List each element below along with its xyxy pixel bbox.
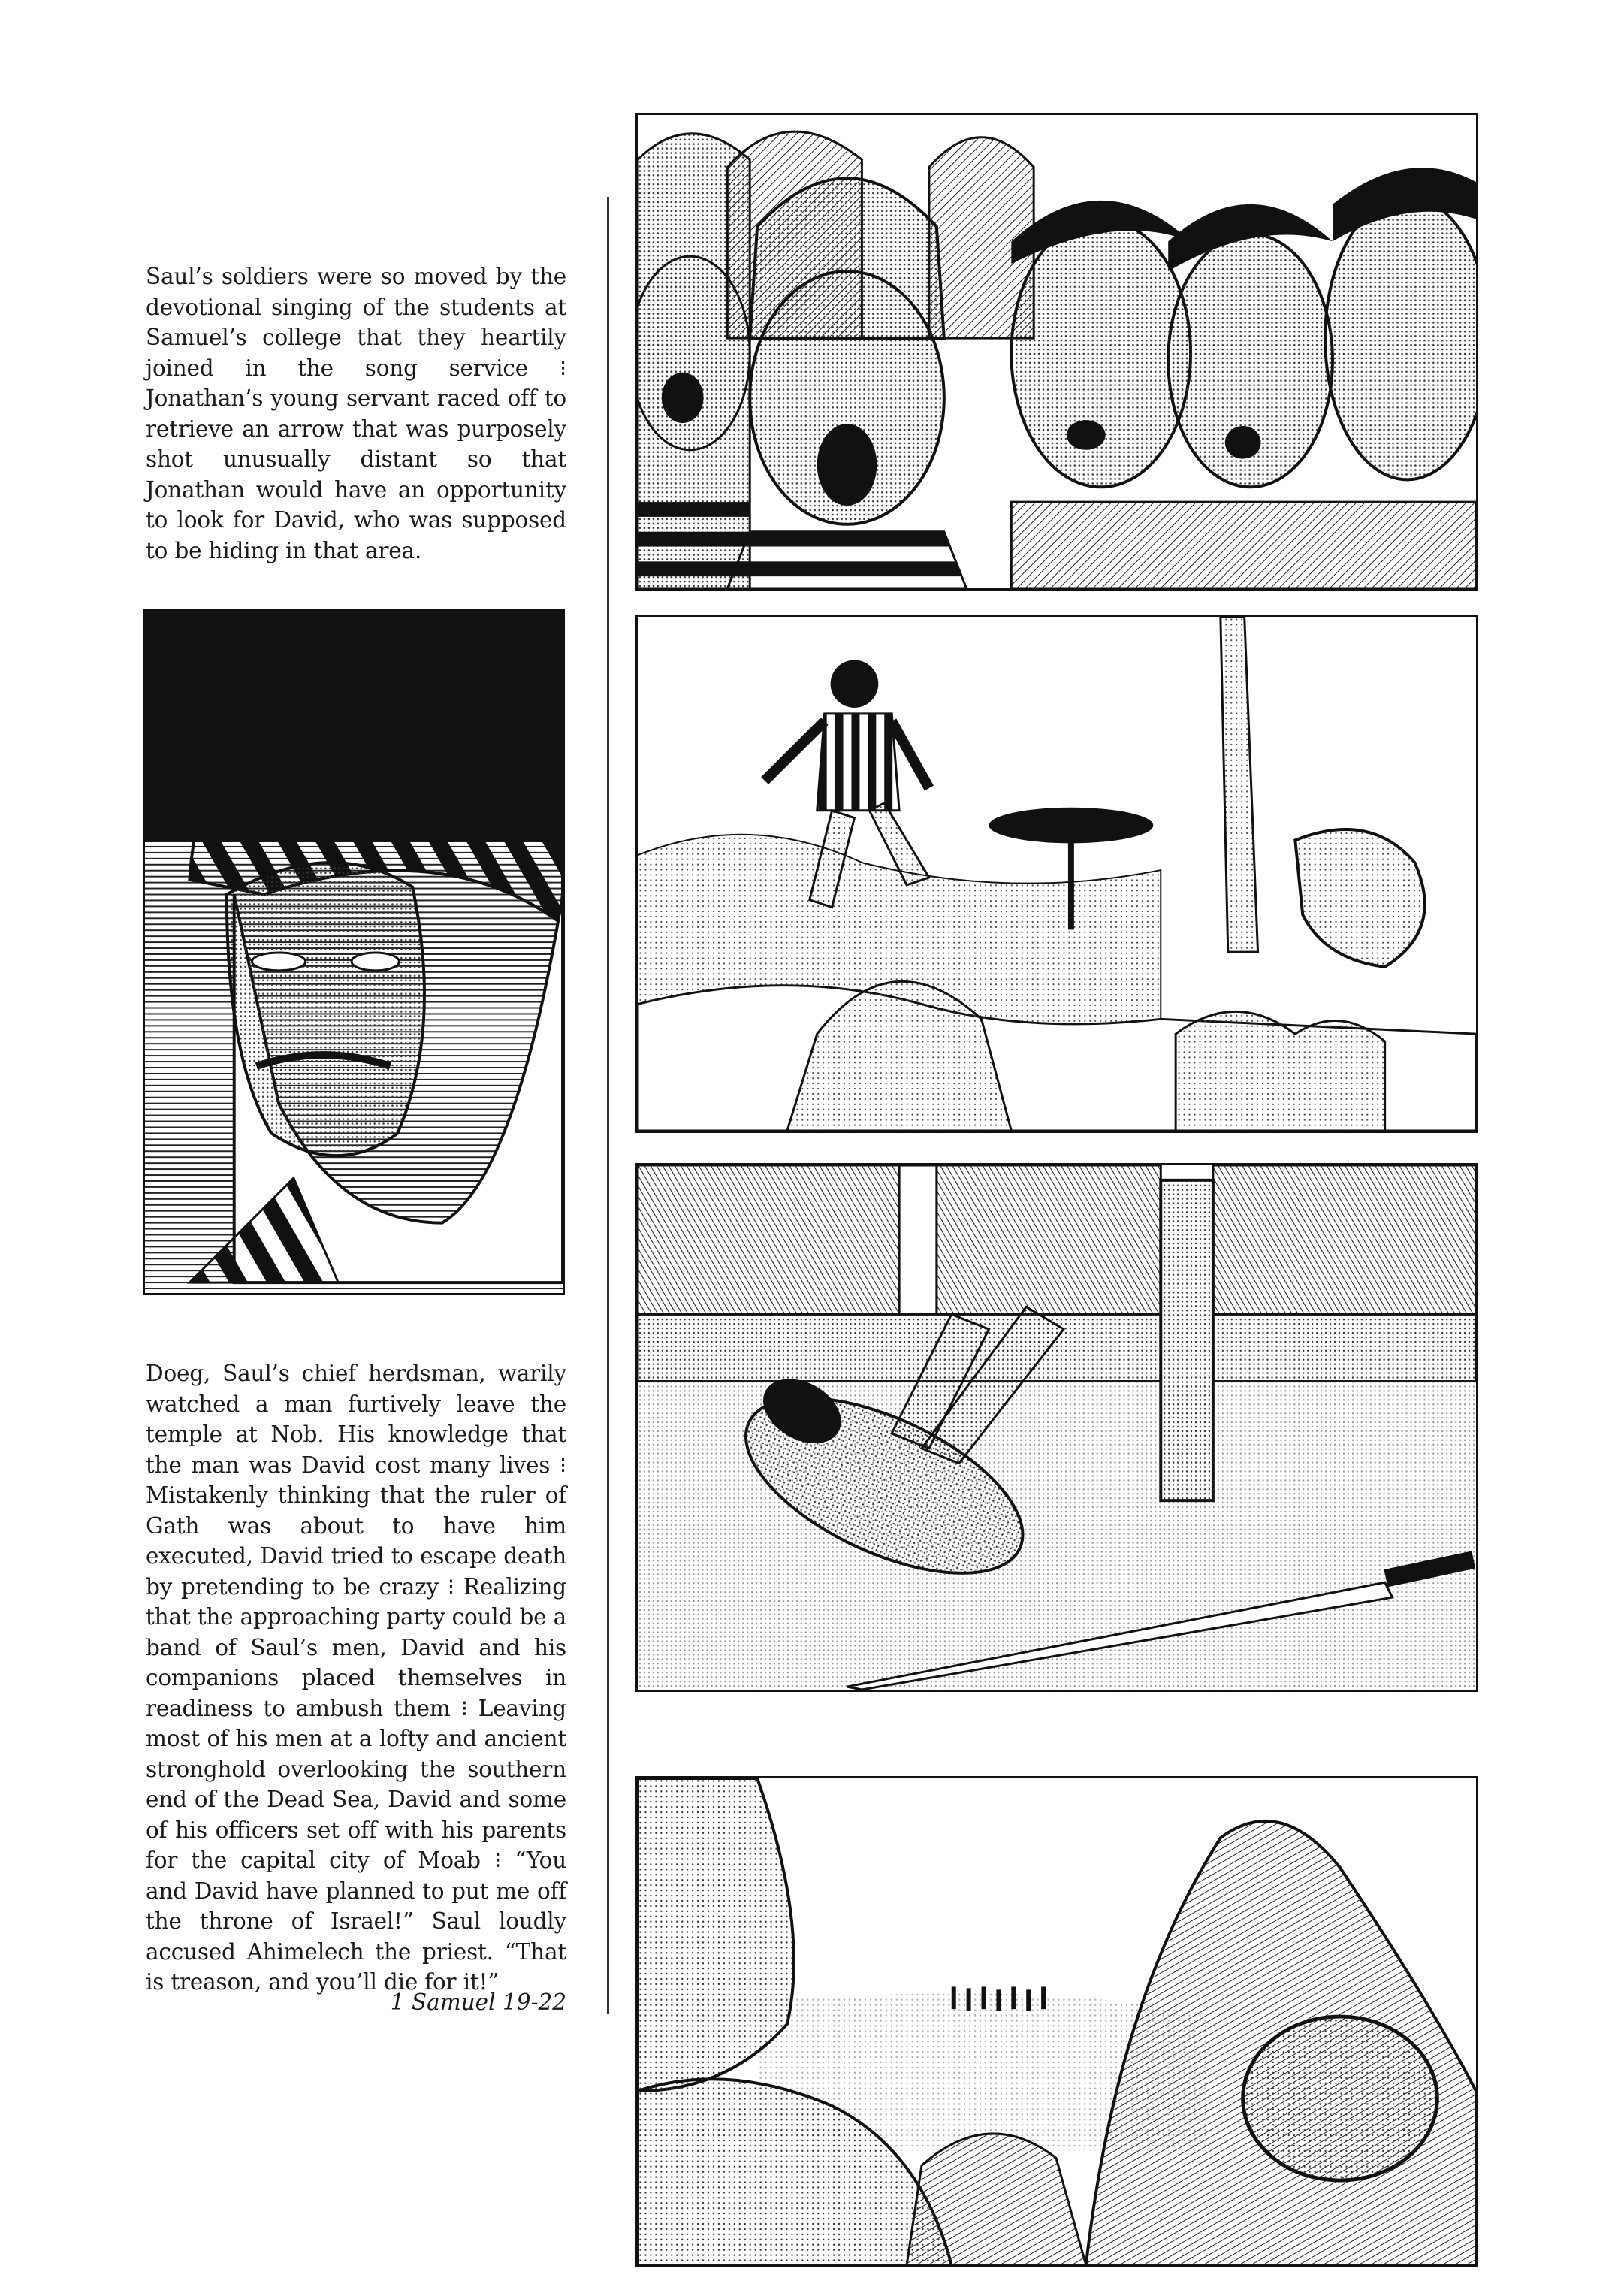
illustration-fallen-warrior xyxy=(635,1163,1478,1692)
illustration-running-servant xyxy=(635,615,1478,1133)
scripture-reference: 1 Samuel 19-22 xyxy=(390,1989,566,2015)
illustration-doeg-portrait xyxy=(143,609,565,1295)
caption-top: Saul’s soldiers were so moved by the devotional singing of the students at Samuel’s college that they heartily joined in the song service ⁝ Jonathan’s young servant raced off to retrieve an arrow that was purposely shot unusually distant so that Jonathan would have an opportunity to look for David, who was supposed to be hiding in that area. xyxy=(146,264,566,563)
illustration-rocky-valley xyxy=(635,1776,1478,2267)
caption-bottom: Doeg, Saul’s chief herdsman, warily watched a man furtively leave the temple at Nob. His knowledge that the man was David cost many lives ⁝ Mistakenly thinking that the ruler of Gath was about to have him executed, David tried to escape death by pretending to be crazy ⁝ Realizing that the approaching party could be a band of Saul’s men, David and his companions placed themselves in readiness to ambush them ⁝ Leaving most of his men at a lofty and ancient stronghold overlooking the southern end of the Dead Sea, David and some of his officers set off with his parents for the capital city of Moab ⁝ “You and David have planned to put me off the throne of Israel!” Saul loudly accused Ahimelech the priest. “That is treason, and you’ll die for it!” xyxy=(146,1361,566,1995)
column-divider xyxy=(607,197,609,2014)
illustration-singing-soldiers xyxy=(635,113,1478,591)
